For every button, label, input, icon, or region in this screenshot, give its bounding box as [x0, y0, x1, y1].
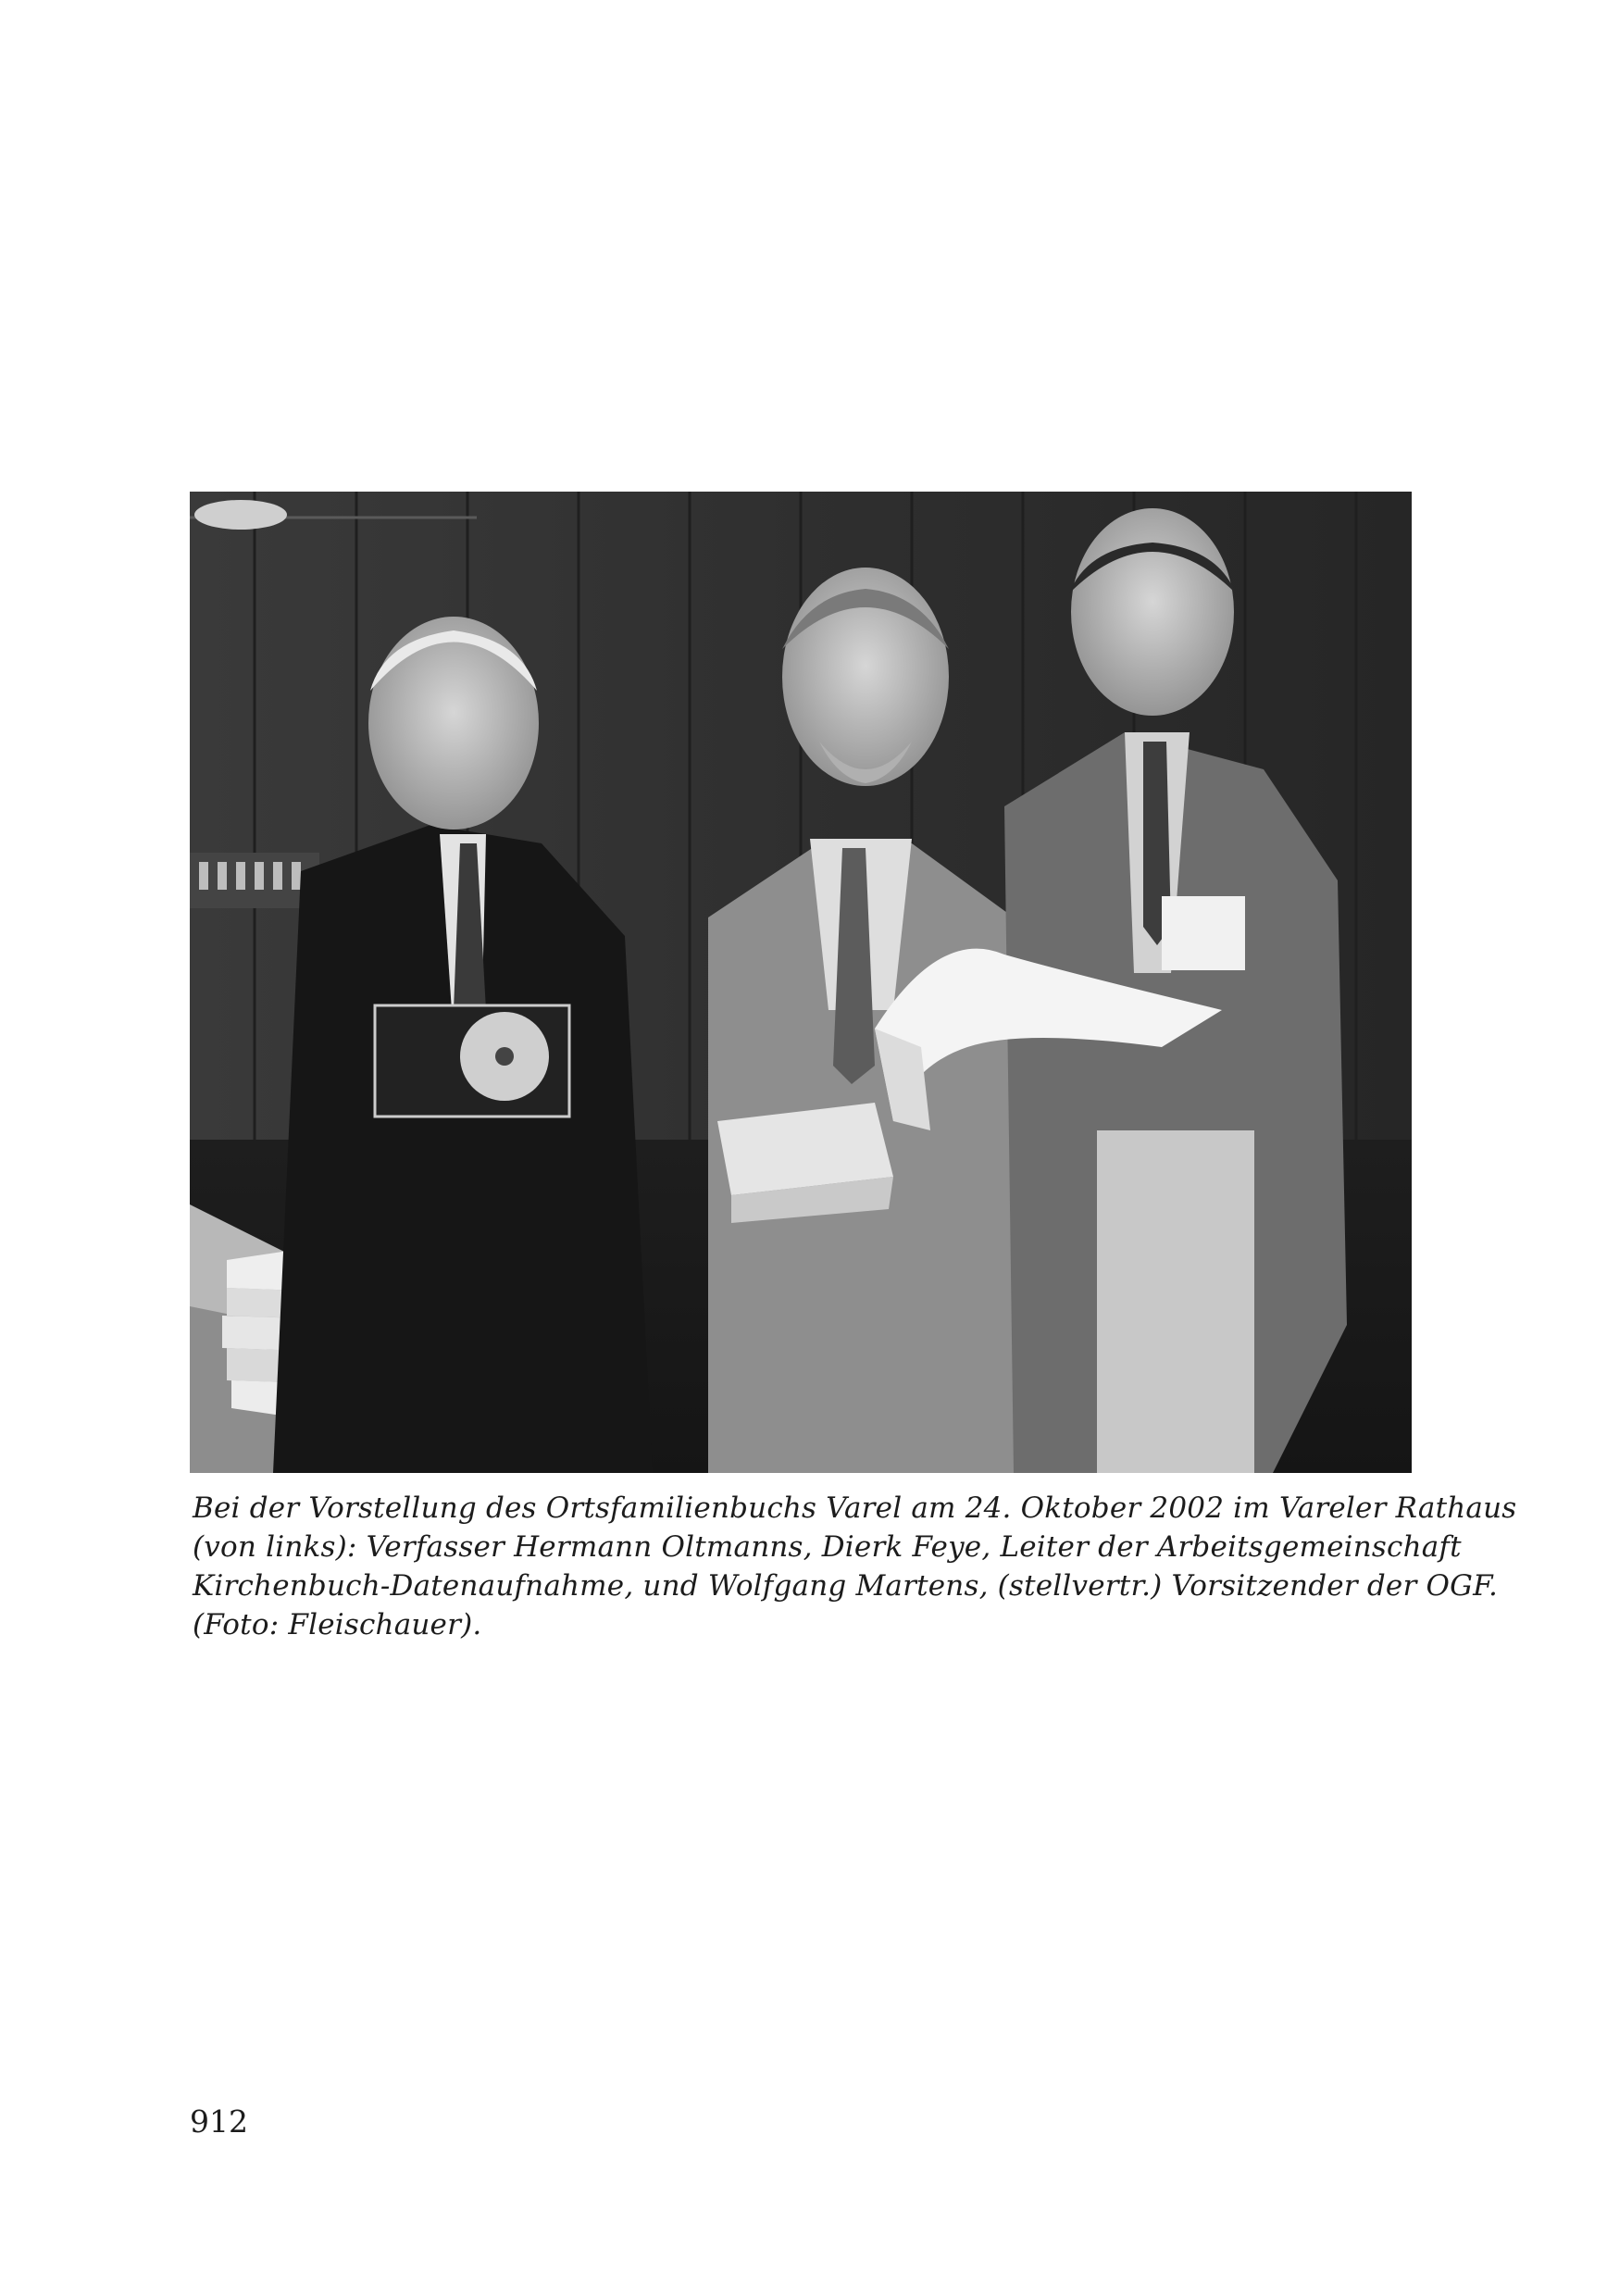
caption-line: (von links): Verfasser Hermann Oltmanns, Dierk Feye, Leiter der Arbeitsgemeinschaft [193, 1530, 1462, 1565]
caption-line: Kirchenbuch-Datenaufnahme, und Wolfgang Martens, (stellvertr.) Vorsitzender der OGF. [193, 1569, 1499, 1603]
photo-caption [193, 1489, 1517, 1645]
caption-line: Bei der Vorstellung des Ortsfamilienbuchs Varel am 24. Oktober 2002 im Vareler Rathaus [193, 1491, 1517, 1525]
caption-line: (Foto: Fleischauer). [193, 1608, 482, 1642]
group-photograph [190, 492, 1412, 1473]
page-number: 912 [190, 2103, 248, 2140]
photograph-illustration [190, 492, 1412, 1473]
